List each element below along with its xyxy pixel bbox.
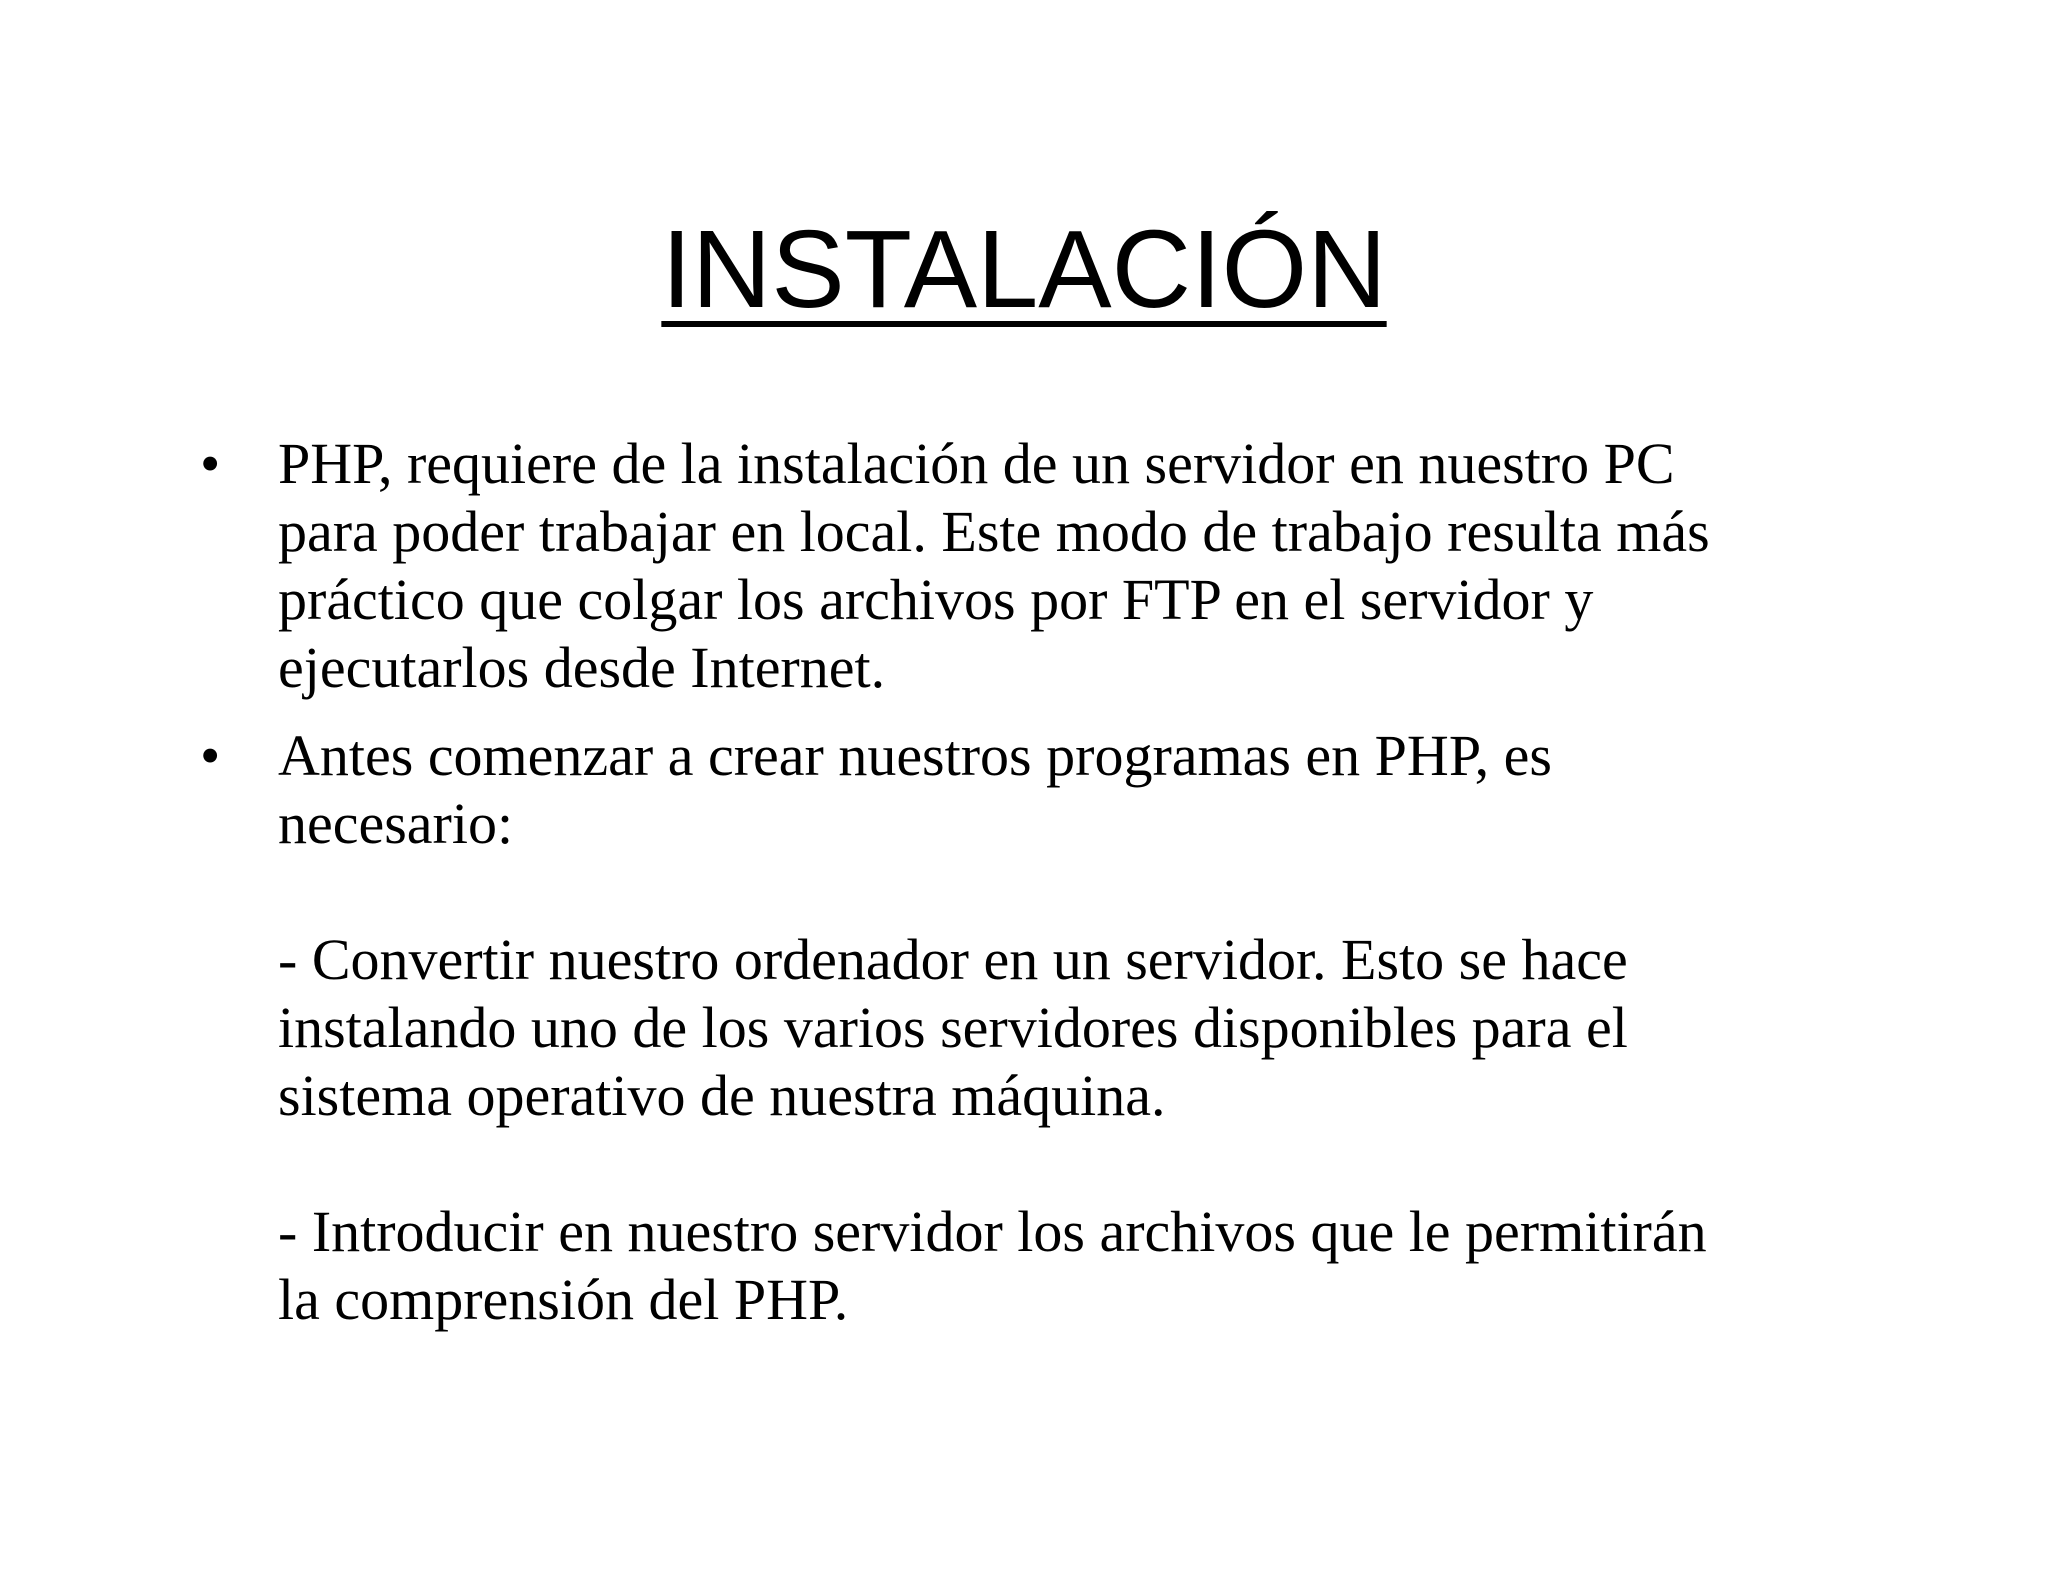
bullet-item — [200, 430, 1880, 702]
bullet-marker: • — [200, 431, 221, 496]
bullet-text: PHP, requiere de la instalación de un servidor en nuestro PC para poder trabajar en local. Este modo de trabajo resulta más práctico que colgar los archivos por FTP en el servidor y ejecutarlos desde Internet. — [278, 431, 1710, 700]
bullet-text: Antes comenzar a crear nuestros programas en PHP, es necesario: — [278, 723, 1552, 856]
bullet-marker: • — [200, 723, 221, 788]
bullet-item — [200, 722, 1880, 1334]
bullet-list — [200, 430, 1880, 1354]
slide-title — [0, 205, 2048, 335]
sub-item: - Convertir nuestro ordenador en un servidor. Esto se hace instalando uno de los varios servidores disponibles para el sistema operativo de nuestra máquina. — [278, 927, 1628, 1128]
sub-item: - Introducir en nuestro servidor los archivos que le permitirán la comprensión del PHP. — [278, 1199, 1707, 1332]
slide-title-text: INSTALACIÓN — [661, 208, 1387, 331]
